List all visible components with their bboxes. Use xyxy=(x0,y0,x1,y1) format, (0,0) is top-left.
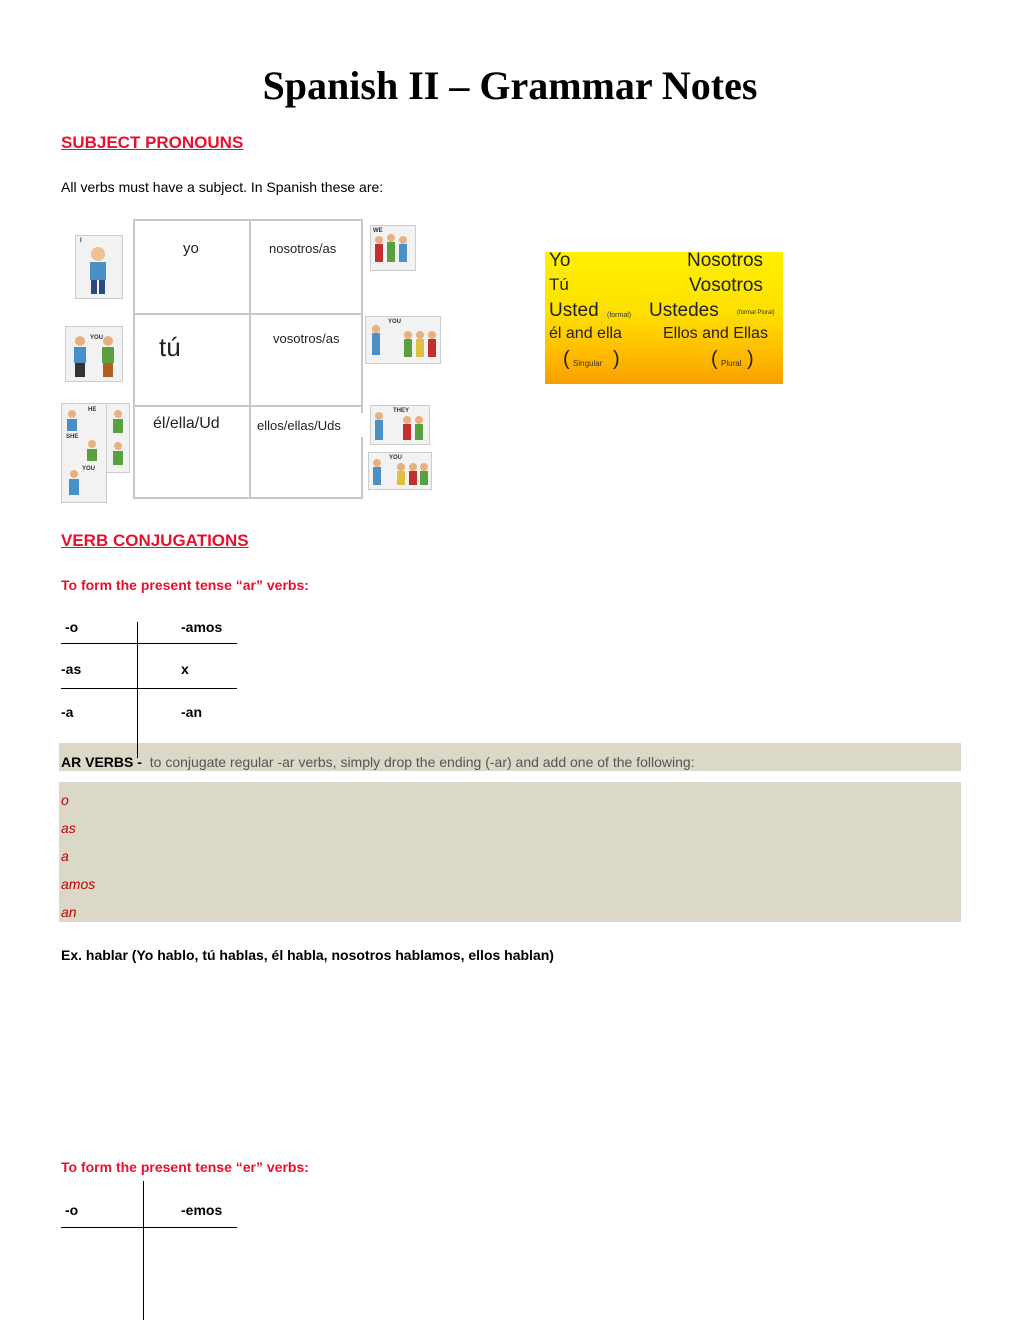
er-ending-yo: -o xyxy=(65,1202,79,1218)
ar-ending-tu: -as xyxy=(61,661,82,677)
chart-paren-close: ) xyxy=(747,348,754,370)
page-title: Spanish II – Grammar Notes xyxy=(262,63,758,108)
person-figure xyxy=(106,403,130,473)
figure-label: WE xyxy=(373,228,383,234)
figure-label: YOU xyxy=(82,466,96,472)
person-he-she-you-figure xyxy=(61,403,107,503)
chart-paren-open: ( xyxy=(711,348,718,370)
chart-yo: Yo xyxy=(549,250,571,271)
chart-el-ella: él and ella xyxy=(549,325,622,342)
figure-label: SHE xyxy=(66,434,79,440)
people-they-figure xyxy=(370,405,430,445)
ar-verbs-text: to conjugate regular -ar verbs, simply drop the ending (-ar) and add one of the following: xyxy=(149,754,695,770)
pronoun-ellos-ellas-uds: ellos/ellas/Uds xyxy=(253,413,363,437)
figure-label: YOU xyxy=(389,455,403,461)
er-ending-nosotros: -emos xyxy=(181,1202,223,1218)
ar-verbs-description xyxy=(61,754,695,770)
chart-singular: Singular xyxy=(573,359,603,368)
pronoun-yo: yo xyxy=(151,235,236,261)
ar-ending-item: an xyxy=(61,904,77,920)
ar-ending-item: as xyxy=(61,820,76,836)
er-subheading: To form the present tense “er” verbs: xyxy=(61,1159,309,1175)
chart-paren-close: ) xyxy=(613,348,620,370)
figure-label: YOU xyxy=(388,319,402,325)
ar-ending-item: amos xyxy=(61,876,96,892)
figure-label: HE xyxy=(88,407,97,413)
table-rule xyxy=(61,1227,237,1228)
chart-ellos-ellas: Ellos and Ellas xyxy=(663,325,768,342)
subject-pronouns-intro: All verbs must have a subject. In Spanish these are: xyxy=(61,179,384,195)
ar-subheading: To form the present tense “ar” verbs: xyxy=(61,577,309,593)
chart-formal-plural: (formal Plural) xyxy=(737,310,775,316)
people-you-plural-figure xyxy=(365,316,441,364)
pronoun-vosotros: vosotros/as xyxy=(267,325,357,351)
table-rule xyxy=(61,643,237,644)
people-we-figure xyxy=(370,225,416,271)
people-you-plural-figure xyxy=(368,452,432,490)
figure-label: THEY xyxy=(393,408,410,414)
people-icon xyxy=(62,404,106,502)
chart-plural: Plural xyxy=(721,359,742,368)
subject-pronouns-heading: SUBJECT PRONOUNS xyxy=(61,133,244,152)
figure-label: YOU xyxy=(90,335,104,341)
pronoun-el-ella-ud: él/ella/Ud xyxy=(147,411,241,437)
ar-verbs-label: AR VERBS - xyxy=(61,754,142,770)
person-you-figure xyxy=(65,326,123,382)
person-icon xyxy=(76,236,122,298)
pronoun-chart-image xyxy=(545,252,783,384)
pronoun-grid xyxy=(133,219,363,499)
chart-nosotros: Nosotros xyxy=(687,250,764,271)
chart-usted: Usted xyxy=(549,300,599,321)
ar-endings-box xyxy=(59,782,961,922)
chart-formal: (formal) xyxy=(607,312,632,319)
verb-conjugations-heading: VERB CONJUGATIONS xyxy=(61,531,249,550)
ar-ending-yo: -o xyxy=(65,619,79,635)
ar-ending-nosotros: -amos xyxy=(181,619,223,635)
ar-ending-item: o xyxy=(61,792,69,808)
person-i-figure xyxy=(75,235,123,299)
ar-ending-ellos: -an xyxy=(181,704,202,720)
pronoun-tu: tú xyxy=(149,327,231,367)
people-icon xyxy=(107,404,129,472)
table-divider xyxy=(137,622,138,758)
table-rule xyxy=(61,688,237,689)
chart-tu: Tú xyxy=(549,275,569,294)
chart-paren-open: ( xyxy=(563,348,570,370)
people-icon xyxy=(366,317,440,363)
table-divider xyxy=(143,1181,144,1320)
ar-example: Ex. hablar (Yo hablo, tú hablas, él habla, nosotros hablamos, ellos hablan) xyxy=(61,947,554,963)
pronoun-nosotros: nosotros/as xyxy=(263,235,355,261)
ar-ending-el: -a xyxy=(61,704,74,720)
figure-label: I xyxy=(80,238,82,244)
ar-ending-item: a xyxy=(61,848,69,864)
ar-ending-vosotros: x xyxy=(181,661,189,677)
chart-vosotros: Vosotros xyxy=(689,275,763,296)
chart-ustedes: Ustedes xyxy=(649,300,719,321)
